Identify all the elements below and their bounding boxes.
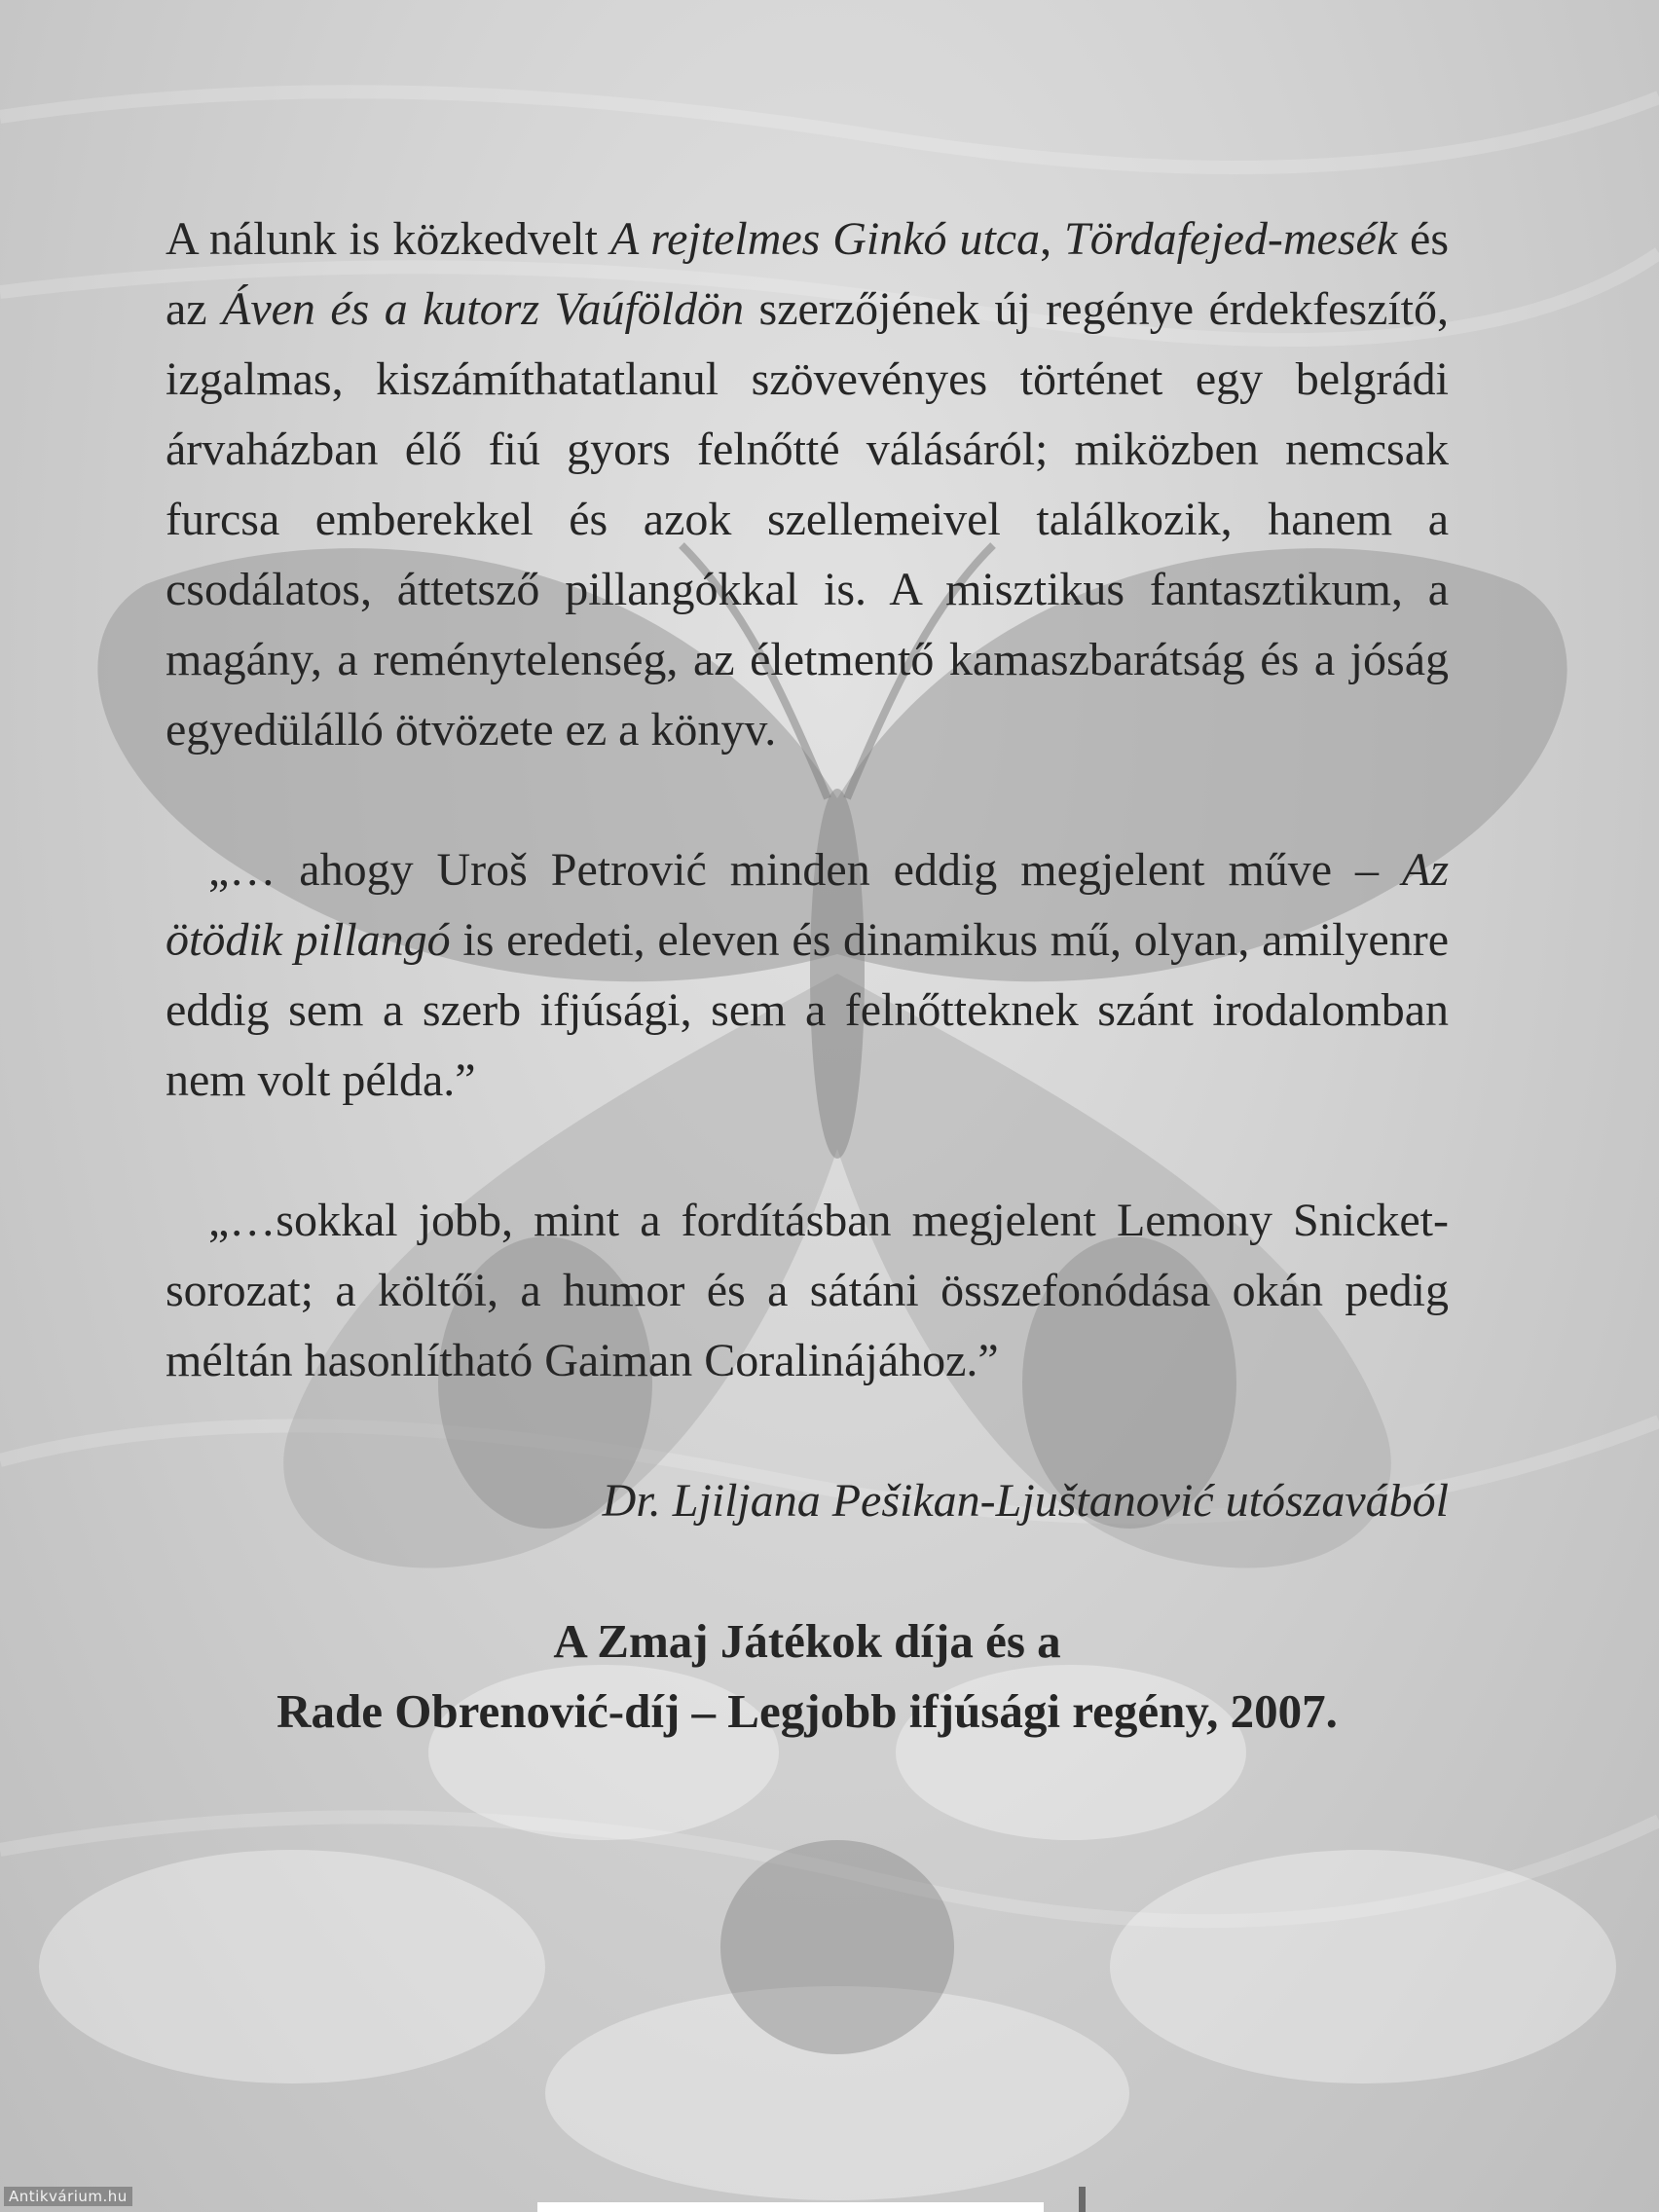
site-watermark: Antikvárium.hu (4, 2187, 132, 2206)
bottom-paper-strip (537, 2202, 1044, 2212)
quote-paragraph-1 (166, 835, 1449, 1116)
quote2-text-1: „…sokkal jobb, mint a fordításban megjelent Lemony Snicket-sorozat; a költői, a humor és a sátáni összefonódása okán pedig méltán hasonlítható Gaiman Coralinájához.” (166, 1195, 1449, 1386)
quote1-text-2: is eredeti, eleven és dinamikus mű, olyan, amilyenre eddig sem a szerb ifjúsági, sem a felnőtteknek szánt irodalomban nem volt példa.” (166, 914, 1449, 1106)
title-ginko-utca: A rejtelmes Ginkó utca (609, 213, 1041, 265)
bottom-edge-mark (1079, 2187, 1086, 2212)
quote-paragraph-2 (166, 1186, 1449, 1396)
blurb-text-2: , (1040, 213, 1064, 265)
quote-attribution: Dr. Ljiljana Pešikan-Ljuštanović utószavából (602, 1475, 1449, 1527)
blurb-text-4: szerzőjének új regénye érdekfeszítő, izgalmas, kiszámíthatatlanul szövevényes történet egy belgrádi árvaházban élő fiú gyors felnőtté válásáról; miközben nemcsak furcsa emberekkel és azok szellemeivel találkozik, hanem a csodálatos, áttetsző pillangókkal is. A misztikus fantasztikum, a magány, a reménytelenség, az életmentő kamaszbarátság és a jóság egyedülálló ötvözete ez a könyv. (166, 283, 1450, 756)
title-tordafejed-mesek: Tördafejed-mesék (1064, 213, 1398, 265)
award-line-2: Rade Obrenović-díj – Legjobb ifjúsági regény, 2007. (276, 1684, 1338, 1738)
blurb-paragraph (166, 204, 1449, 765)
blurb-text-3: és az (166, 213, 1450, 335)
blurb-text-1: A nálunk is közkedvelt (166, 213, 610, 265)
award-notice (166, 1606, 1449, 1747)
title-aven-es-a-kutorz: Áven és a kutorz Vaúföldön (222, 283, 745, 335)
back-cover-text (166, 204, 1449, 1747)
quote1-text-1: „… ahogy Uroš Petrović minden eddig megjelent műve – (208, 844, 1402, 896)
title-otodik-pillango: Az ötödik pillangó (166, 844, 1449, 966)
award-line-1: A Zmaj Játékok díja és a (553, 1614, 1061, 1668)
